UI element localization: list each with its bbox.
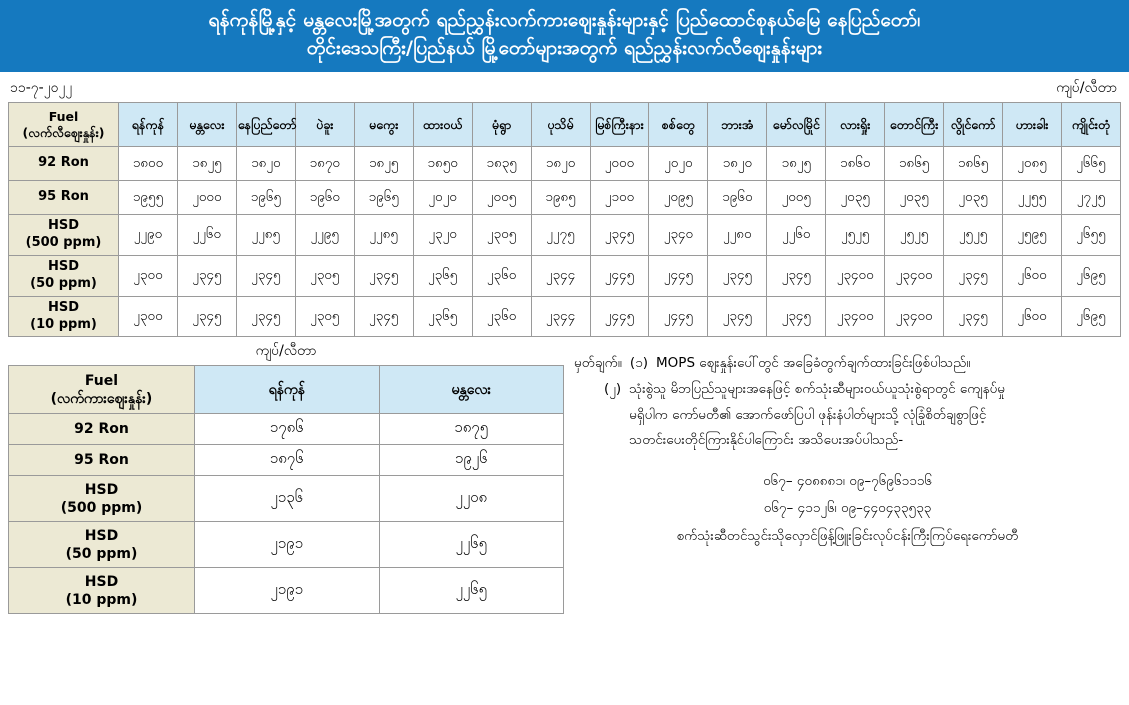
table-cell: ၂၀၃၅	[944, 181, 1003, 215]
table-cell: ၂၃၀၀	[119, 255, 178, 296]
table-cell: ၂၁၉၁	[195, 568, 380, 614]
table-cell: ၁၈၇၀	[295, 147, 354, 181]
table-row	[9, 296, 1121, 337]
column-header-taunggyi: တောင်ကြီး	[885, 103, 944, 147]
table-cell: ၂၂၈၅	[354, 215, 413, 256]
retail-table-head	[9, 103, 1121, 147]
table-cell: ၁၈၆၅	[944, 147, 1003, 181]
row-label-hsd-500-small	[9, 476, 195, 522]
note-text-2-line-1: သုံးစွဲသူ မိဘပြည်သူများအနေဖြင့် စက်သုံးဆီများဝယ်ယူသုံးစွဲရာတွင် ကျေနပ်မှု	[629, 381, 1005, 398]
row-label-line-2: (500 ppm)	[25, 234, 102, 250]
table-cell: ၂၃၀၀	[119, 296, 178, 337]
table-cell: ၁၈၇၅	[379, 414, 564, 445]
note-text-2-line-2: မရှိပါက ကော်မတီ၏ အောက်ဖော်ပြပါ ဖုန်းနံပါတ်များသို့ လုံခြုံစိတ်ချစွာဖြင့်	[629, 406, 987, 423]
table-cell: ၁၈၆၀	[826, 147, 885, 181]
report-date: ၁၁-၇-၂၀၂၂	[10, 80, 73, 97]
table-cell: ၂၀၂၀	[413, 181, 472, 215]
table-row	[9, 181, 1121, 215]
table-cell: ၂၅၂၅	[885, 215, 944, 256]
table-cell: ၂၃၂၀	[413, 215, 472, 256]
table-cell: ၂၃၆၅	[413, 255, 472, 296]
table-cell: ၂၃၄၅	[708, 296, 767, 337]
row-label-line-1: HSD	[47, 258, 80, 274]
table-cell: ၂၃၆၀	[472, 296, 531, 337]
lower-section	[0, 337, 1129, 614]
table-cell: ၁၉၆၀	[708, 181, 767, 215]
table-cell: ၂၇၂၅	[1062, 181, 1121, 215]
row-label-hsd-10	[9, 296, 119, 337]
column-header-yangon: ရန်ကုန်	[119, 103, 178, 147]
table-cell: ၂၂၆၀	[767, 215, 826, 256]
row-label-line-1: HSD	[84, 573, 119, 590]
unit-label-main: ကျပ်/လီတာ	[1056, 80, 1117, 97]
table-row	[9, 476, 564, 522]
column-header-monywa: မုံရွာ	[472, 103, 531, 147]
retail-price-table	[8, 102, 1121, 337]
row-label-92ron: 92 Ron	[9, 147, 119, 181]
row-label-line-1: HSD	[84, 481, 119, 498]
table-cell: ၂၃၆၅	[413, 296, 472, 337]
row-label-hsd-50	[9, 255, 119, 296]
table-cell: ၁၈၇၆	[195, 445, 380, 476]
table-cell: ၂၂၆၅	[379, 568, 564, 614]
row-label-line-2: (50 ppm)	[65, 545, 138, 562]
table-row	[9, 215, 1121, 256]
note-item-2	[574, 377, 1121, 454]
row-label-line-2: (50 ppm)	[30, 275, 97, 291]
table-cell: ၂၂၀၈	[379, 476, 564, 522]
table-cell: ၂၃၄၅	[177, 255, 236, 296]
table-cell: ၂၀၈၅	[1003, 147, 1062, 181]
fuel-column-header	[9, 103, 119, 147]
note-number-1: (၁)	[629, 355, 649, 372]
main-table-wrapper	[0, 102, 1129, 337]
table-cell: ၂၃၄၀၀	[885, 255, 944, 296]
table-cell: ၂၃၄၄	[531, 296, 590, 337]
fuel-column-header-small	[9, 366, 195, 414]
table-cell: ၂၄၄၅	[649, 296, 708, 337]
notes-heading: မှတ်ချက်။	[574, 355, 622, 372]
table-cell: ၂၄၄၅	[590, 255, 649, 296]
table-row	[9, 522, 564, 568]
table-cell: ၂၂၉၀	[119, 215, 178, 256]
table-cell: ၁၈၅၀	[413, 147, 472, 181]
table-cell: ၂၆၀၀	[1003, 296, 1062, 337]
fuel-header-line-1: Fuel	[84, 372, 119, 389]
wholesale-price-table	[8, 365, 564, 614]
column-header-hakha: ဟားခါး	[1003, 103, 1062, 147]
table-cell: ၂၆၉၅	[1062, 296, 1121, 337]
row-label-line-2: (10 ppm)	[30, 316, 97, 332]
wholesale-table-head	[9, 366, 564, 414]
table-cell: ၂၆၉၅	[1062, 255, 1121, 296]
column-header-loikaw: လွိုင်ကော်	[944, 103, 1003, 147]
row-label-line-1: HSD	[47, 299, 80, 315]
table-header-row	[9, 366, 564, 414]
table-cell: ၂၄၄၅	[649, 255, 708, 296]
table-cell: ၁၉၆၀	[295, 181, 354, 215]
table-cell: ၂၃၄၅	[708, 255, 767, 296]
table-cell: ၂၀၀၅	[472, 181, 531, 215]
fuel-header-line-2: (လက်လီဈေးနှုန်း)	[22, 124, 105, 140]
column-header-mandalay: မန္တလေး	[177, 103, 236, 147]
table-cell: ၁၈၀၀	[119, 147, 178, 181]
table-cell: ၂၃၄၅	[236, 296, 295, 337]
table-row	[9, 255, 1121, 296]
table-cell: ၂၄၄၅	[590, 296, 649, 337]
table-cell: ၁၈၂၀	[531, 147, 590, 181]
table-cell: ၂၁၉၁	[195, 522, 380, 568]
table-cell: ၂၁၀၀	[590, 181, 649, 215]
column-header-bago: ပဲခူး	[295, 103, 354, 147]
table-cell: ၂၃၀၅	[295, 255, 354, 296]
notes-section	[564, 337, 1121, 549]
column-header-hpaan: ဘားအံ	[708, 103, 767, 147]
table-cell: ၁၈၂၅	[354, 147, 413, 181]
table-cell: ၂၃၄၀	[649, 215, 708, 256]
column-header-myitkyina: မြစ်ကြီးနား	[590, 103, 649, 147]
table-cell: ၂၃၄၅	[767, 296, 826, 337]
wholesale-table-wrapper	[8, 337, 564, 614]
retail-table-body	[9, 147, 1121, 337]
table-cell: ၂၃၆၀	[472, 255, 531, 296]
column-header-magway: မကွေး	[354, 103, 413, 147]
table-cell: ၂၀၃၅	[826, 181, 885, 215]
table-cell: ၂၀၂၀	[649, 147, 708, 181]
row-label-95ron-small: 95 Ron	[9, 445, 195, 476]
table-cell: ၂၃၄၅	[590, 215, 649, 256]
meta-row	[0, 72, 1129, 102]
table-cell: ၂၅၂၅	[944, 215, 1003, 256]
table-cell: ၂၂၈၀	[708, 215, 767, 256]
table-cell: ၂၀၃၅	[885, 181, 944, 215]
row-label-hsd-10-small	[9, 568, 195, 614]
table-cell: ၁၈၃၅	[472, 147, 531, 181]
table-row	[9, 147, 1121, 181]
table-cell: ၂၂၆၀	[177, 215, 236, 256]
column-header-sittwe: စစ်တွေ	[649, 103, 708, 147]
table-cell: ၂၃၄၀၀	[826, 296, 885, 337]
table-cell: ၁၈၂၅	[767, 147, 826, 181]
row-label-92ron-small: 92 Ron	[9, 414, 195, 445]
banner-line-2: တိုင်းဒေသကြီး/ပြည်နယ် မြို့တော်များအတွက် ရည်ညွှန်းလက်လီဈေးနှုန်းများ	[306, 36, 823, 59]
table-cell: ၁၇၈၆	[195, 414, 380, 445]
table-cell: ၂၆၅၅	[1062, 215, 1121, 256]
table-cell: ၁၈၂၅	[177, 147, 236, 181]
column-header-dawei: ထားဝယ်	[413, 103, 472, 147]
table-cell: ၂၃၄၀၀	[885, 296, 944, 337]
page-title-banner	[0, 0, 1129, 72]
table-cell: ၂၀၀၀	[177, 181, 236, 215]
phone-number-1: ၀၆၇– ၄၀၈၈၈၁၊ ၀၉–၇၆၉၆၁၁၁၆	[763, 473, 932, 489]
note-text-2	[629, 377, 1121, 454]
table-cell: ၁၉၂၆	[379, 445, 564, 476]
row-label-line-2: (500 ppm)	[60, 499, 143, 516]
column-header-yangon-small: ရန်ကုန်	[195, 366, 380, 414]
row-label-line-1: HSD	[84, 527, 119, 544]
table-cell: ၂၃၄၀၀	[826, 255, 885, 296]
table-cell: ၂၃၄၅	[944, 296, 1003, 337]
row-label-line-2: (10 ppm)	[65, 591, 138, 608]
column-header-mawlamyine: မော်လမြိုင်	[767, 103, 826, 147]
table-header-row	[9, 103, 1121, 147]
column-header-naypyitaw: နေပြည်တော်	[236, 103, 295, 147]
unit-label-small: ကျပ်/လီတာ	[255, 343, 317, 360]
table-cell: ၂၂၈၅	[236, 215, 295, 256]
table-cell: ၂၃၄၅	[354, 255, 413, 296]
table-cell: ၂၃၄၅	[236, 255, 295, 296]
table-cell: ၂၆၆၅	[1062, 147, 1121, 181]
table-cell: ၂၀၀၅	[767, 181, 826, 215]
column-header-mandalay-small: မန္တလေး	[379, 366, 564, 414]
table-cell: ၂၂၆၅	[379, 522, 564, 568]
table-row	[9, 568, 564, 614]
table-cell: ၁၉၈၅	[531, 181, 590, 215]
table-cell: ၂၂၉၅	[295, 215, 354, 256]
table-cell: ၂၆၀၀	[1003, 255, 1062, 296]
note-item-1	[574, 351, 1121, 377]
contact-phone-numbers	[574, 454, 1121, 522]
fuel-header-line-2: (လက်ကားဈေးနှုန်း)	[50, 390, 153, 407]
table-cell: ၁၈၂၀	[708, 147, 767, 181]
column-header-pathein: ပုသိမ်	[531, 103, 590, 147]
table-cell: ၂၀၀၀	[590, 147, 649, 181]
table-row	[9, 445, 564, 476]
fuel-header-line-1: Fuel	[48, 108, 79, 124]
column-header-kengtung: ကျိုင်းတုံ	[1062, 103, 1121, 147]
table-cell: ၂၃၄၅	[177, 296, 236, 337]
row-label-hsd-500	[9, 215, 119, 256]
table-cell: ၂၃၄၅	[944, 255, 1003, 296]
table-cell: ၁၉၅၅	[119, 181, 178, 215]
wholesale-table-body	[9, 414, 564, 614]
note-text-1: MOPS ဈေးနှုန်းပေါ်တွင် အခြေခံတွက်ချက်ထားခြင်းဖြစ်ပါသည်။	[656, 355, 971, 372]
table-row	[9, 414, 564, 445]
table-cell: ၂၀၉၅	[649, 181, 708, 215]
table-cell: ၂၂၇၅	[531, 215, 590, 256]
issuing-organization: စက်သုံးဆီတင်သွင်းသိုလှောင်ဖြန့်ဖြူးခြင်းလုပ်ငန်းကြီးကြပ်ရေးကော်မတီ	[676, 528, 1019, 544]
row-label-line-1: HSD	[47, 218, 80, 234]
table-cell: ၂၅၂၅	[826, 215, 885, 256]
table-cell: ၂၃၀၅	[472, 215, 531, 256]
table-cell: ၁၈၆၅	[885, 147, 944, 181]
table-cell: ၂၃၄၅	[354, 296, 413, 337]
table-cell: ၁၉၆၅	[236, 181, 295, 215]
table-cell: ၂၅၉၅	[1003, 215, 1062, 256]
table-cell: ၂၂၅၅	[1003, 181, 1062, 215]
table-cell: ၂၃၄၄	[531, 255, 590, 296]
phone-number-2: ၀၆၇– ၄၁၁၂၆၊ ၀၉–၄၄၀၄၃၃၅၃၃	[763, 500, 932, 516]
column-header-lashio: လားရှိုး	[826, 103, 885, 147]
table-cell: ၂၁၃၆	[195, 476, 380, 522]
table-cell: ၂၃၄၅	[767, 255, 826, 296]
row-label-hsd-50-small	[9, 522, 195, 568]
note-number-2: (၂)	[604, 381, 622, 398]
banner-line-1: ရန်ကုန်မြို့နှင့် မန္တလေးမြို့အတွက် ရည်ညွှန်းလက်ကားဈေးနှုန်းများနှင့် ပြည်ထောင်စုနယ်မြေ နေပြည်တော်၊	[208, 9, 921, 31]
note-text-2-line-3: သတင်းပေးတိုင်ကြားနိုင်ပါကြောင်း အသိပေးအပ်ပါသည်-	[629, 432, 904, 449]
row-label-95ron: 95 Ron	[9, 181, 119, 215]
table-cell: ၂၃၀၅	[295, 296, 354, 337]
table-cell: ၁၉၆၅	[354, 181, 413, 215]
table-cell: ၁၈၂၀	[236, 147, 295, 181]
